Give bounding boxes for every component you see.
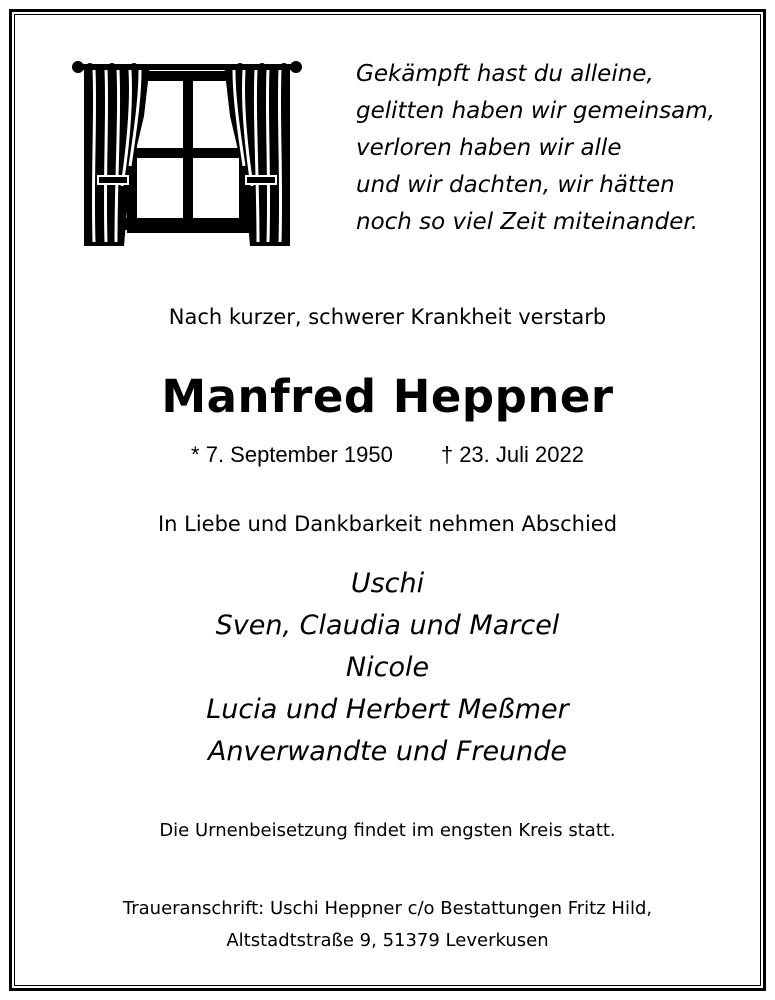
- burial-note: Die Urnenbeisetzung findet im engsten Kreis statt.: [159, 820, 616, 841]
- mourner-name: Nicole: [345, 652, 430, 683]
- farewell-text: In Liebe und Dankbarkeit nehmen Abschied: [157, 512, 618, 536]
- poem-line: verloren haben wir alle: [356, 135, 622, 161]
- window-with-curtains-icon: [72, 56, 302, 250]
- intro-text: Nach kurzer, schwerer Krankheit verstarb: [168, 305, 607, 329]
- address-line: Traueranschrift: Uschi Heppner c/o Bestattungen Fritz Hild,: [122, 898, 653, 919]
- mourners-list: [0, 563, 775, 773]
- life-dates: [0, 442, 775, 468]
- birth-date: * 7. September 1950: [191, 442, 393, 467]
- poem-line: und wir dachten, wir hätten: [356, 172, 675, 198]
- mourner-name: Lucia und Herbert Meßmer: [206, 694, 569, 725]
- poem: [356, 56, 736, 241]
- poem-line: Gekämpft hast du alleine,: [356, 61, 654, 87]
- deceased-name: Manfred Heppner: [161, 370, 614, 423]
- mourner-name: Sven, Claudia und Marcel: [215, 610, 560, 641]
- poem-line: gelitten haben wir gemeinsam,: [356, 98, 715, 124]
- death-date: † 23. Juli 2022: [440, 442, 584, 467]
- poem-line: noch so viel Zeit miteinander.: [356, 209, 699, 235]
- mourning-address: [0, 893, 775, 957]
- mourner-name: Anverwandte und Freunde: [207, 736, 568, 767]
- mourner-name: Uschi: [350, 568, 425, 599]
- address-line: Altstadtstraße 9, 51379 Leverkusen: [226, 930, 549, 951]
